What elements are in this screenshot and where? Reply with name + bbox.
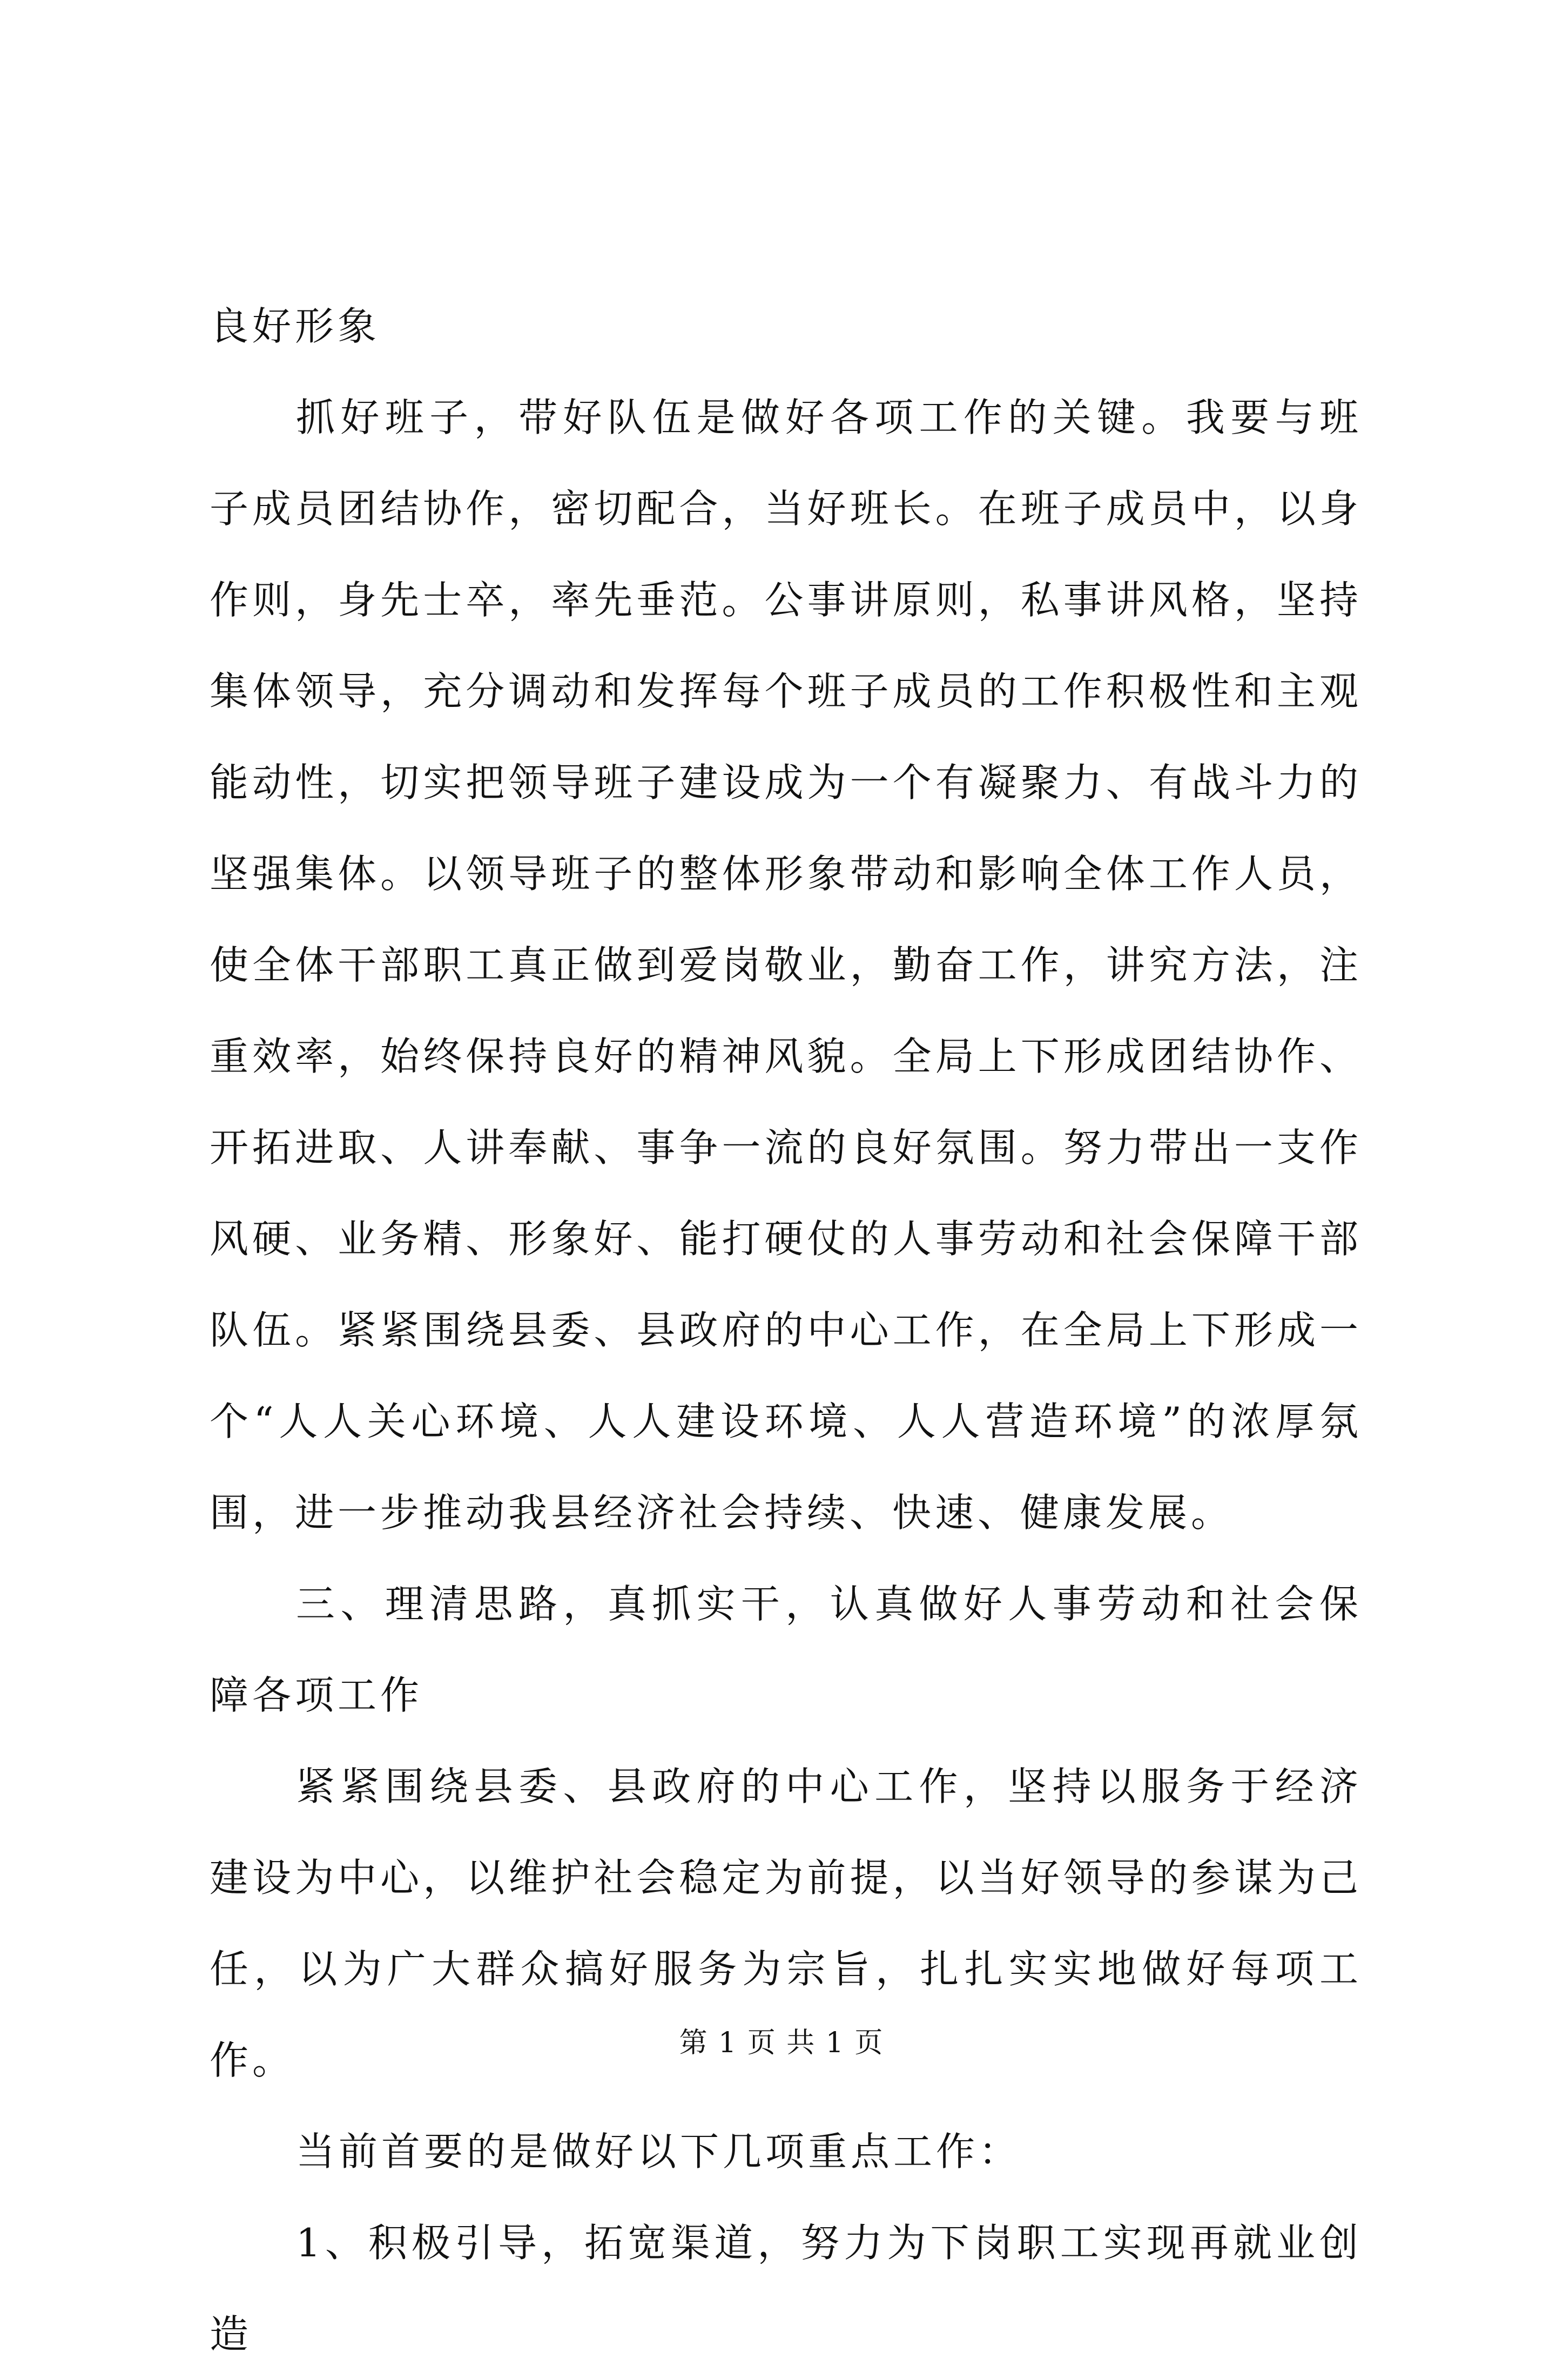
paragraph-continuation: 良好形象: [210, 304, 381, 349]
paragraph-priorities: 当前首要的是做好以下几项重点工作：: [296, 2129, 1022, 2174]
document-body: [210, 281, 1362, 2380]
paragraph-team-building: 抓好班子，带好队伍是做好各项工作的关键。我要与班子成员团结协作，密切配合，当好班长。在班子成员中，以身作则，身先士卒，率先垂范。公事讲原则，私事讲风格，坚持集体领导，充分调动和发挥每个班子成员的工作积极性和主观能动性，切实把领导班子建设成为一个有凝聚力、有战斗力的坚强集体。以领导班子的整体形象带动和影响全体工作人员，使全体干部职工真正做到爱岗敬业，勤奋工作，讲究方法，注重效率，始终保持良好的精神风貌。全局上下形成团结协作、开拓进取、人讲奉献、事争一流的良好氛围。努力带出一支作风硬、业务精、形象好、能打硬仗的人事劳动和社会保障干部队伍。紧紧围绕县委、县政府的中心工作，在全局上下形成一个“人人关心环境、人人建设环境、人人营造环境”的浓厚氛围，进一步推动我县经济社会持续、快速、健康发展。: [210, 395, 1362, 1535]
list-item-one: 1、积极引导，拓宽渠道，努力为下岗职工实现再就业创造: [210, 2220, 1362, 2357]
page-number-footer: 第 1 页 共 1 页: [679, 2027, 884, 2059]
paragraph-central-work: 紧紧围绕县委、县政府的中心工作，坚持以服务于经济建设为中心，以维护社会稳定为前提，以当好领导的参谋为己任，以为广大群众搞好服务为宗旨，扎扎实实地做好每项工作。: [210, 1764, 1362, 2083]
section-heading-three: 三、理清思路，真抓实干，认真做好人事劳动和社会保障各项工作: [210, 1581, 1362, 1718]
